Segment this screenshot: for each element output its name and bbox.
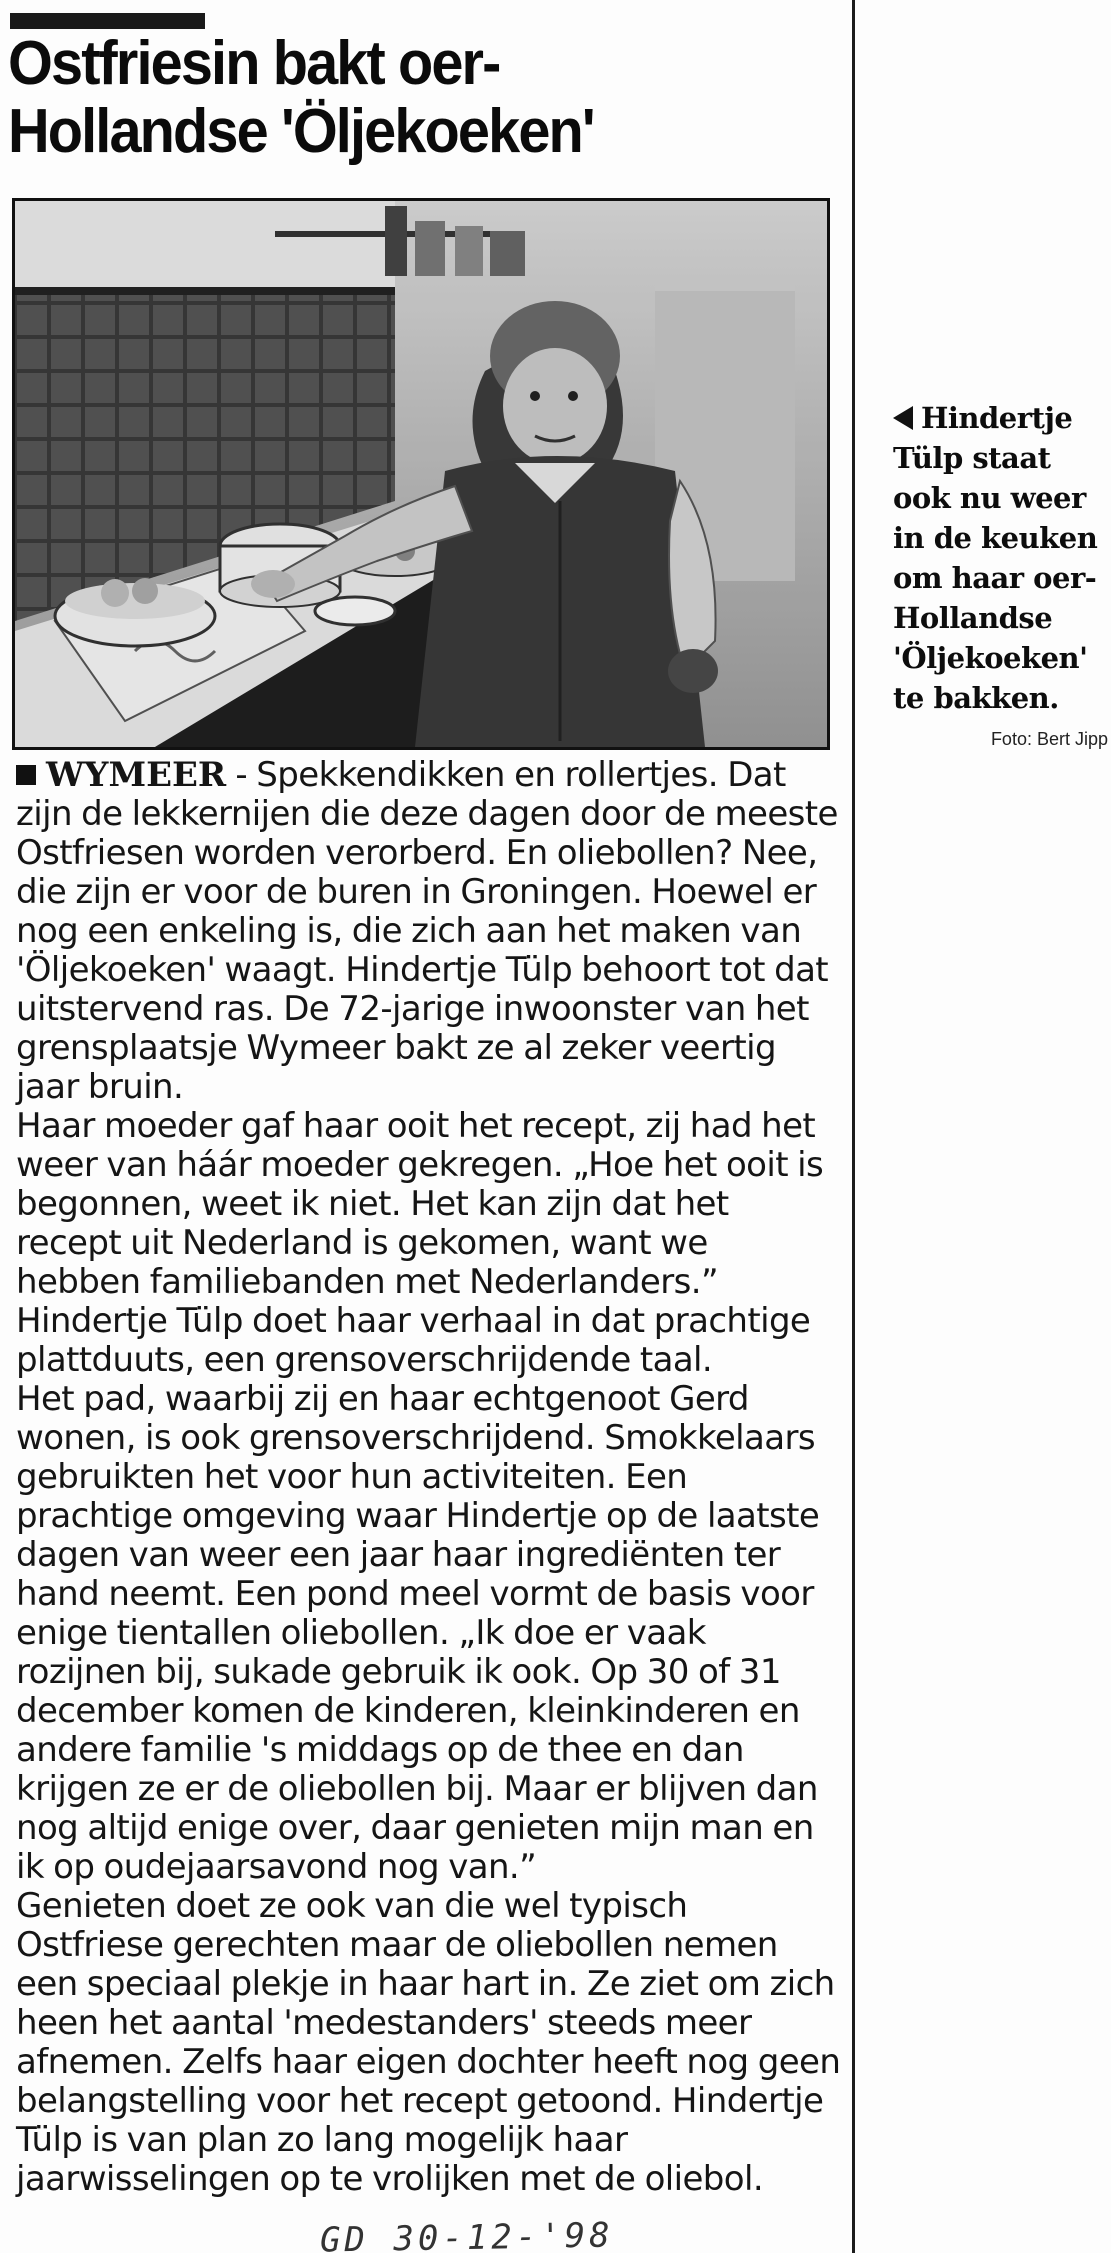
lead-text: Spekkendikken en rollertjes. Dat zijn de lekkernijen die deze dagen door de meeste Ostfriesen worden verorberd. En oliebollen? Nee, die zijn er voor de buren in Groningen. Hoewel er nog een enkeling is, die zich aan het maken van 'Öljekoeken' waagt. Hindertje Tülp behoort tot dat uitstervend ras. De 72-jarige inwoonster van het grensplaatsje Wymeer bakt ze al zeker veertig jaar bruin. [16,755,838,1107]
dateline-separator: - [226,755,257,795]
headline-line-2: Hollandse 'Öljekoeken' [8,97,594,166]
header-rule [10,13,205,29]
photo-credit: Foto: Bert Jipp [990,729,1108,749]
photo-caption [893,398,1108,718]
article-body [16,756,841,2199]
column-divider [852,0,855,2253]
dateline: WYMEER [46,755,227,795]
kitchen-photo-illustration [15,201,827,747]
paragraph: Haar moeder gaf haar ooit het recept, zij had het weer van háár moeder gekregen. „Hoe het ooit is begonnen, weet ik niet. Het kan zijn dat het recept uit Nederland is gekomen, want we hebben familiebanden met Nederlanders.” Hindertje Tülp doet haar verhaal in dat prachtige plattduuts, een grensoverschrijdende taal. [16,1106,824,1380]
paragraph: Het pad, waarbij zij en haar echtgenoot Gerd wonen, is ook grensoverschrijdend. Smokkelaars gebruikten het voor hun activiteiten. Een prachtige omgeving waar Hindertje op de laatste dagen van weer een jaar haar ingrediënten ter hand neemt. Een pond meel vormt de basis voor enige tientallen oliebollen. „Ik doe er vaak rozijnen bij, sukade gebruik ik ook. Op 30 of 31 december komen de kinderen, kleinkinderen en andere familie 's middags op de thee en dan krijgen ze er de oliebollen bij. Maar er blijven dan nog altijd enige over, daar genieten mijn man en ik op oudejaarsavond nog van.” [16,1379,820,1887]
caption-arrow-icon [893,406,913,430]
photo-caption-text: Hindertje Tülp staat ook nu weer in de keuken om haar oer- Hollandse 'Öljekoeken' te bakken. [893,401,1098,715]
square-bullet-icon [16,765,36,785]
paragraph: Genieten doet ze ook van die wel typisch Ostfriese gerechten maar de oliebollen nemen een speciaal plekje in haar hart in. Ze ziet om zich heen het aantal 'medestanders' steeds meer afnemen. Zelfs haar eigen dochter heeft nog geen belangstelling voor het recept getoond. Hindertje Tülp is van plan zo lang mogelijk haar jaarwisselingen op te vrolijken met de oliebol. [16,1886,841,2199]
lead-paragraph [16,756,841,1107]
headline [8,30,789,166]
article-photo [12,198,830,750]
handwritten-date-note: GD 30-12-'98 [319,2215,614,2261]
headline-line-1: Ostfriesin bakt oer- [8,29,500,98]
